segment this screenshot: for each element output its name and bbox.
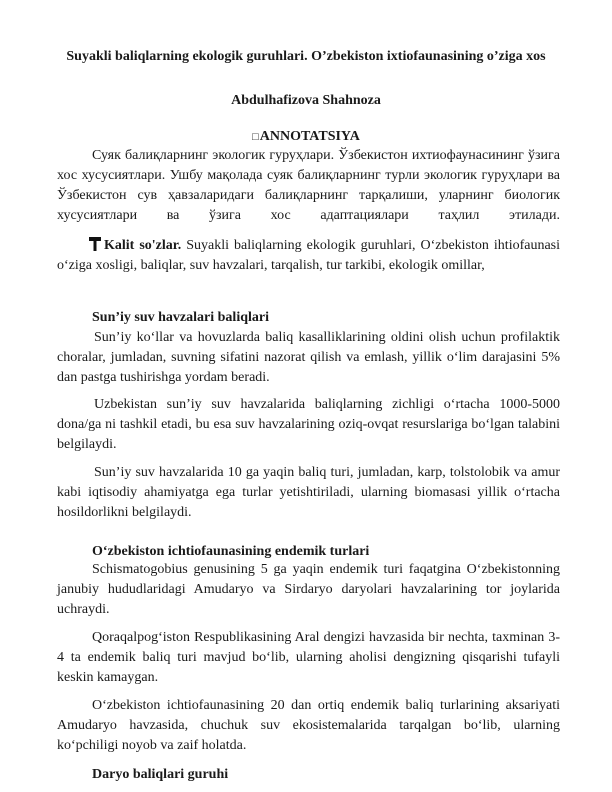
section-paragraph: O‘zbekiston ichtiofaunasining 20 dan ortiq endemik baliq turlarining aksariyati Amudaryo havzasida, chuchuk suv ekosistemalarida tarqalgan bo‘lib, ularning ko‘pchiligi noyob va zaif holatda. [57, 698, 560, 753]
section-heading: Daryo baliqlari guruhi [92, 767, 229, 782]
annotation-heading-label: ANNOTATSIYA [259, 129, 360, 144]
keywords-paragraph [57, 236, 560, 276]
section-heading: Sun’iy suv havzalari baliqlari [92, 310, 269, 325]
keywords-text: Suyakli baliqlarning ekologik guruhlari, O‘zbekiston ihtiofaunasi o‘ziga xosligi, baliqlar, suv havzalari, tarqalish, tur tarkibi, ekologik omillar, [57, 238, 561, 273]
author-name: Abdulhafizova Shahnoza [231, 93, 381, 108]
paper-title: Suyakli baliqlarning ekologik guruhlari. O’zbekiston ixtiofaunasining o’ziga xos [66, 49, 546, 64]
section-paragraph: Qoraqalpog‘iston Respublikasining Aral dengizi havzasida bir nechta, taxminan 3-4 ta endemik baliq turi mavjud bo‘lib, ularning aholisi dengizning qisqarishi tufayli keskin kamaygan. [57, 630, 560, 685]
section-heading: O‘zbekiston ichtiofaunasining endemik turlari [92, 544, 370, 559]
pin-icon [89, 237, 101, 251]
section-paragraph: Sun’iy suv havzalarida 10 ga yaqin baliq turi, jumladan, karp, tolstolobik va amur kabi iqtisodiy ahamiyatga ega turlar yetishtiriladi, ularning biomasasi yillik o‘rtacha hosildorlikni belgilaydi. [57, 465, 560, 520]
annotation-text: Суяк балиқларнинг экологик гуруҳлари. Ўзбекистон ихтиофаунасининг ўзига хос хусусиятлари. Ушбу мақолада суяк балиқларнинг турли экологик гуруҳлари ва Ўзбекистон сув ҳавзаларидаги балиқларнинг тарқалиши, уларнинг биологик хусусиятлари ва ўзига хос адаптациялари таҳлил этилади. [57, 148, 560, 223]
annotation-heading [30, 128, 582, 146]
section-paragraph: Sun’iy ko‘llar va hovuzlarda baliq kasalliklarining oldini olish uchun profilaktik choralar, jumladan, suvning sifatini nazorat qilish va emlash, yillik o‘lim darajasini 5% dan pastga tushirishga yordam beradi. [57, 330, 560, 385]
section-paragraph: Schismatogobius genusining 5 ga yaqin endemik turi faqatgina O‘zbekistonning janubiy hududlaridagi Amudaryo va Sirdaryo daryolari havzalarining tor joylarida uchraydi. [57, 562, 560, 617]
keywords-label: Kalit so'zlar. [104, 238, 182, 253]
section-paragraph: Uzbekistan sun’iy suv havzalarida baliqlarning zichligi o‘rtacha 1000-5000 dona/ga ni tashkil etadi, bu esa suv havzalarining oziq-ovqat resurslariga bo‘lgan talabini belgilaydi. [57, 397, 560, 452]
placeholder-box-icon: □ [252, 131, 259, 143]
